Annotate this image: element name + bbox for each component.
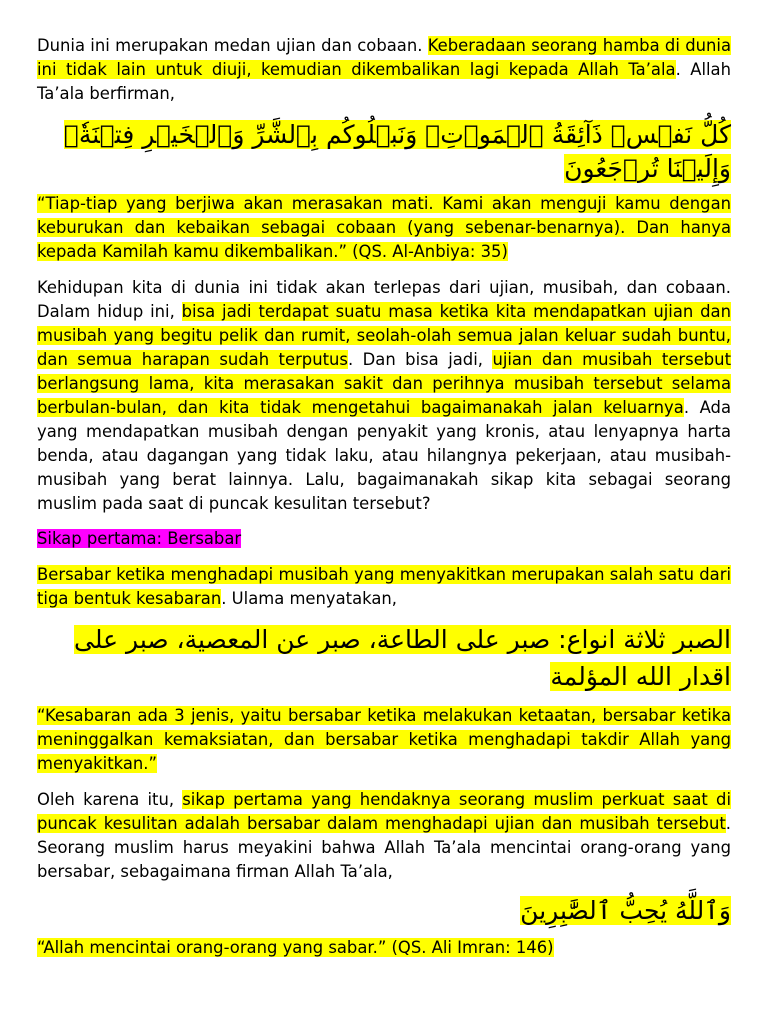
trials-text-e: . Ada yang mendapatkan musibah dengan penyakit yang kronis, atau lenyapnya harta benda, atau dagangan yang tidak laku, atau hilangnya pekerjaan, atau musibah-musibah yang berat lainnya. Lalu, bagaimanakah sikap kita sebagai seorang muslim pada saat di puncak kesulitan tersebut? bbox=[37, 398, 731, 513]
translation-anbiya-text: “Tiap-tiap yang berjiwa akan merasakan mati. Kami akan menguji kamu dengan keburukan dan kebaikan sebagai cobaan (yang sebenar-benarnya). Dan hanya kepada Kamilah kamu dikembalikan.” (QS. Al-Anbiya: 35) bbox=[37, 194, 731, 261]
conclusion-text-a: Oleh karena itu, bbox=[37, 790, 183, 809]
intro-text: Dunia ini merupakan medan ujian dan cobaan. bbox=[37, 36, 428, 55]
document-page bbox=[37, 34, 731, 960]
trials-text-a: Kehidupan kita di dunia ini tidak akan terlepas dari ujian, musibah, dan cobaan. Dalam hidup ini, bbox=[37, 278, 731, 321]
translation-ulama-text: “Kesabaran ada 3 jenis, yaitu bersabar ketika melakukan ketaatan, bersabar ketika meninggalkan kemaksiatan, dan bersabar ketika menghadapi takdir Allah yang menyakitkan.” bbox=[37, 706, 731, 773]
arabic-verse-ali-imran bbox=[37, 894, 731, 928]
arabic-quote-ulama bbox=[37, 621, 731, 695]
conclusion-highlight: sikap pertama yang hendaknya seorang muslim perkuat saat di puncak kesulitan adalah bersabar dalam menghadapi ujian dan musibah tersebut bbox=[37, 790, 731, 833]
patience-highlight: Bersabar ketika menghadapi musibah yang menyakitkan merupakan salah satu dari tiga bentuk kesabaran bbox=[37, 565, 731, 608]
translation-ali-imran-text: “Allah mencintai orang-orang yang sabar.” (QS. Ali Imran: 146) bbox=[37, 938, 554, 957]
trials-text-c: . Dan bisa jadi, bbox=[347, 350, 493, 369]
trials-highlight-2: ujian dan musibah tersebut berlangsung lama, kita merasakan sakit dan perihnya musibah tersebut selama berbulan-bulan, dan kita tidak mengetahui bagaimanakah jalan keluarnya bbox=[37, 350, 731, 417]
translation-ulama bbox=[37, 704, 731, 776]
paragraph-trials bbox=[37, 276, 731, 516]
patience-text: . Ulama menyatakan, bbox=[221, 589, 397, 608]
trials-highlight-1: bisa jadi terdapat suatu masa ketika kita mendapatkan ujian dan musibah yang begitu pelik dan rumit, seolah-olah semua jalan keluar sudah buntu, dan semua harapan sudah terputus bbox=[37, 302, 731, 369]
intro-highlight: Keberadaan seorang hamba di dunia ini tidak lain untuk diuji, kemudian dikembalikan lagi kepada Allah Ta’ala bbox=[37, 36, 731, 79]
section-heading-text: Sikap pertama: Bersabar bbox=[37, 529, 242, 548]
arabic-quote-ulama-text: الصبر ثلاثة انواع: صبر على الطاعة، صبر عن المعصية، صبر على اقدار الله المؤلمة bbox=[74, 625, 731, 691]
translation-ali-imran bbox=[37, 936, 731, 960]
section-heading-patience bbox=[37, 527, 731, 551]
intro-text-end: . Allah Ta’ala berfirman, bbox=[37, 60, 731, 103]
arabic-verse-anbiya bbox=[37, 118, 731, 186]
arabic-verse-anbiya-text: كُلُّ نَفۡسٖ ذَآئِقَةُ ٱلۡمَوۡتِۗ وَنَبۡلُوكُم بِٱلشَّرِّ وَٱلۡخَيۡرِ فِتۡنَةٗۖ وَإِلَيۡنَا تُرۡجَعُونَ bbox=[63, 120, 731, 183]
paragraph-conclusion bbox=[37, 788, 731, 884]
translation-anbiya bbox=[37, 192, 731, 264]
arabic-verse-ali-imran-text: وَٱللَّهُ يُحِبُّ ٱلصَّٰبِرِينَ bbox=[520, 896, 731, 925]
paragraph-intro bbox=[37, 34, 731, 106]
paragraph-patience bbox=[37, 563, 731, 611]
conclusion-text-c: . Seorang muslim harus meyakini bahwa Allah Ta’ala mencintai orang-orang yang bersabar, sebagaimana firman Allah Ta’ala, bbox=[37, 814, 731, 881]
